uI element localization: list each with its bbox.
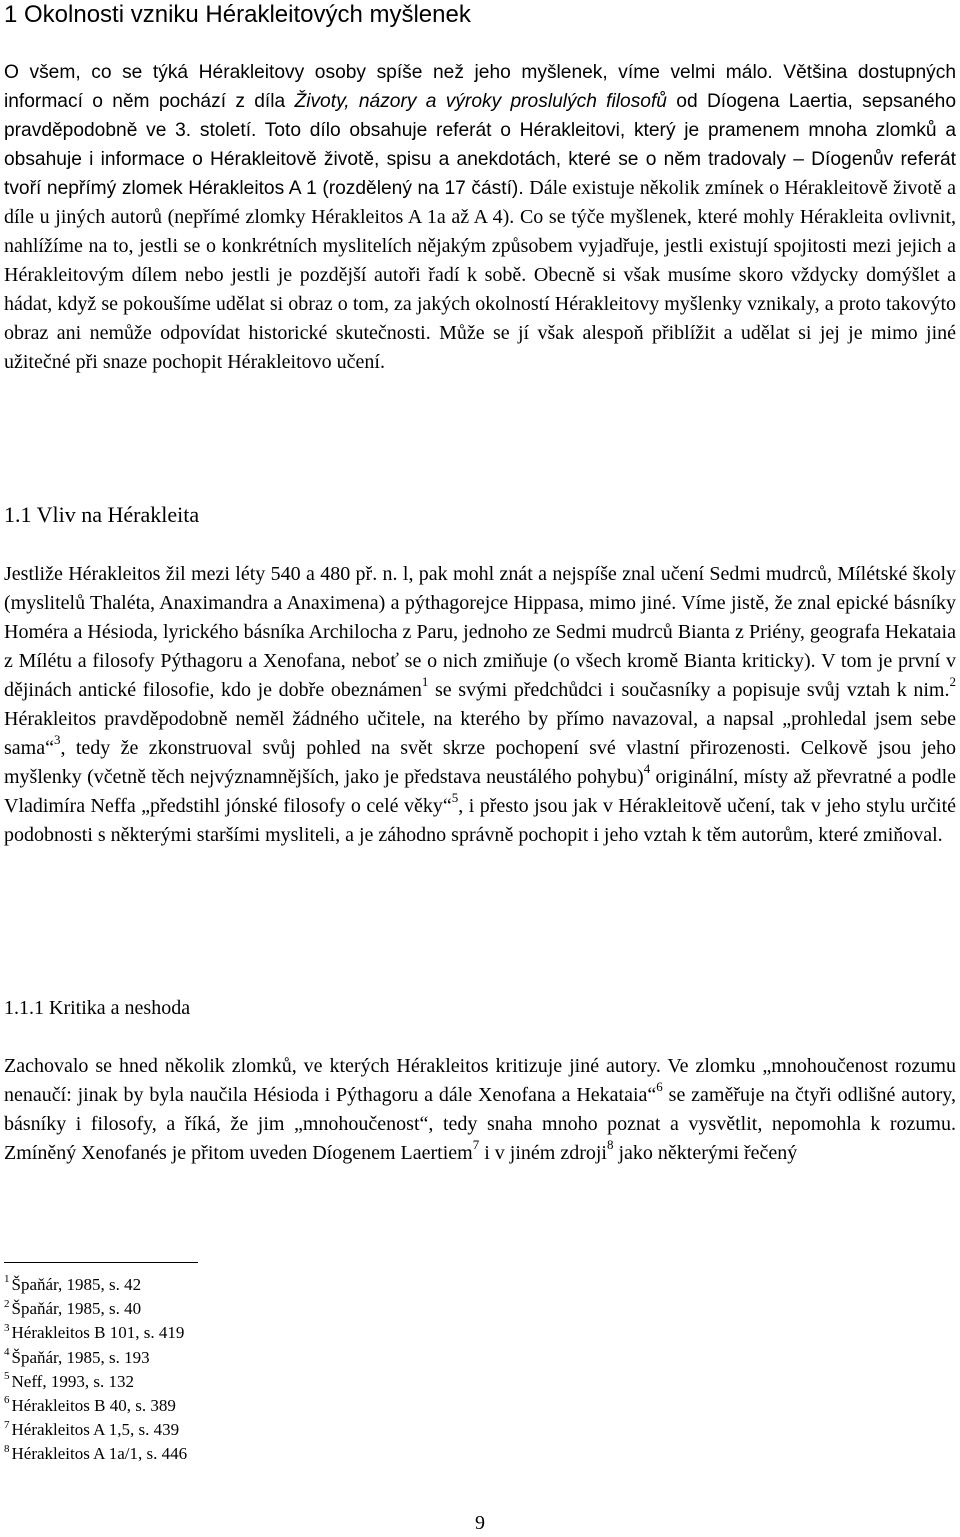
- paragraph-text: , tedy že zkonstruoval svůj pohled na svět skrze pochopení své vlastní přirozenosti. Celkově jsou jeho myšlenky (včetně těch nejvýznamnějších, jako je představa neustálého pohybu): [4, 737, 956, 788]
- paragraph-text: Co se týče myšlenek, které mohly Hérakleita ovlivnit, nahlížíme na to, jestli se o konkrétních myslitelích nějakým způsobem vyjadřuje, jestli existují spojitosti mezi jejich a Hérakleitovým dílem nebo jestli je pozdější autoři řadí k sobě. Obecně si však musíme skoro vždycky domýšlet a hádat, když se pokoušíme udělat si obraz o tom, za jakých okolností Hérakleitovy myšlenky vznikaly, a proto takovýto obraz ani nemůže odpovídat historické skutečnosti. Může se jí však alespoň přiblížit a udělat si jej je mimo jiné užitečné při snaze pochopit Hérakleitovo učení.: [4, 206, 956, 373]
- footnote-number: 8: [4, 1442, 10, 1455]
- paragraph-text: Zachovalo se hned několik zlomků, ve kterých Hérakleitos kritizuje jiné autory. Ve zlomku „mnohoučenost rozumu nenaučí: jinak by byla naučila Hésioda i Pýthagoru a dále Xenofana a Hekataia“: [4, 1055, 956, 1106]
- paragraph-text: originální, místy až převratné a podle Vladimíra Neffa „předstihl jónské filosofy o celé věky“: [4, 766, 957, 817]
- footnote-ref[interactable]: 4: [643, 761, 651, 777]
- footnote-text: Špaňár, 1985, s. 42: [11, 1275, 142, 1294]
- book-title: Životy, názory a výroky proslulých filosofů: [294, 91, 667, 112]
- footnote-text: Hérakleitos A 1,5, s. 439: [11, 1420, 180, 1440]
- footnote-ref[interactable]: 6: [656, 1079, 663, 1095]
- footnote-number: 5: [4, 1370, 10, 1383]
- footnote-number: 4: [4, 1345, 10, 1358]
- footnote-item: [4, 1297, 187, 1321]
- footnote-text: Špaňár, 1985, s. 193: [11, 1347, 150, 1367]
- page-number: 9: [475, 1512, 485, 1534]
- footnote-number: 2: [4, 1297, 10, 1310]
- paragraph-text: se svými předchůdci i současníky a popisuje svůj vztah k nim.: [428, 679, 950, 701]
- footnote-ref[interactable]: 2: [949, 674, 956, 690]
- footnote-text: Hérakleitos B 40, s. 389: [11, 1396, 176, 1416]
- paragraph-intro: [4, 58, 956, 377]
- paragraph-text: Hérakleitos pravděpodobně neměl žádného učitele, na kterého by přímo navazoval, a napsal „prohledal jsem sebe sama“: [4, 708, 956, 759]
- footnote-number: 7: [4, 1418, 10, 1431]
- footnote-item: [4, 1370, 187, 1394]
- footnote-text: Hérakleitos A 1a/1, s. 446: [11, 1444, 188, 1464]
- paragraph-text: se zaměřuje na čtyři odlišné autory, básníky i filosofy, a říká, že jim „mnohoučenost“, tedy snaha mnoho poznat a vysvětlit, nepomohla k rozumu. Zmíněný Xenofanés je přitom uveden Díogenem Laertiem: [4, 1084, 956, 1164]
- footnote-ref[interactable]: 5: [451, 790, 459, 806]
- section-heading: 1.1 Vliv na Hérakleita: [4, 502, 200, 527]
- footnotes-list: [4, 1273, 187, 1467]
- footnote-ref[interactable]: 3: [53, 732, 61, 748]
- footnote-ref[interactable]: 7: [472, 1137, 480, 1153]
- paragraph-text: O všem, co se týká Hérakleitovy osoby spíše než jeho myšlenek, víme velmi málo. Většina dostupných informací o něm pochází z díla: [4, 62, 956, 112]
- paragraph-text: Jestliže Hérakleitos žil mezi léty 540 a 480 př. n. l, pak mohl znát a nejspíše znal učení Sedmi mudrců, Mílétské školy (myslitelů Thaléta, Anaximandra a Anaximena) a pýthagorejce Hippasa, mimo jiné. Víme jistě, že znal epické básníky Homéra a Hésioda, lyrického básníka Archilocha z Paru, jednoho ze Sedmi mudrců Bianta z Priény, geografa Hekataia z Mílétu a filosofy Pýthagoru a Xenofana, neboť se o nich zmiňuje (o všech kromě Bianta kriticky). V tom je první v dějinách antické filosofie, kdo je dobře obeznámen: [4, 563, 956, 701]
- footnote-item: [4, 1394, 187, 1418]
- footnote-number: 6: [4, 1394, 10, 1407]
- footnote-text: Hérakleitos B 101, s. 419: [11, 1323, 185, 1343]
- subsection-heading: 1.1.1 Kritika a neshoda: [4, 997, 191, 1019]
- footnote-ref[interactable]: 1: [421, 674, 429, 690]
- footnote-item: [4, 1418, 187, 1442]
- paragraph-text: i v jiném zdroji: [479, 1142, 607, 1164]
- footnote-item: [4, 1442, 187, 1466]
- footnote-item: [4, 1346, 187, 1370]
- footnote-divider: [4, 1262, 198, 1263]
- footnote-number: 3: [4, 1321, 10, 1334]
- paragraph-text: , i přesto jsou jak v Hérakleitově učení, tak v jeho stylu určité podobnosti s některými staršími mysliteli, a je záhodno správně pochopit i jeho vztah k těm autorům, které zmiňoval.: [4, 795, 957, 846]
- footnote-text: Špaňár, 1985, s. 40: [11, 1299, 142, 1319]
- paragraph-text: jako některými řečený: [613, 1142, 798, 1164]
- footnote-number: 1: [4, 1273, 10, 1286]
- footnote-item: [4, 1321, 187, 1345]
- paragraph-text: Dále existuje několik zmínek o Hérakleitově životě a díle u jiných autorů (nepřímé zlomky Hérakleitos A 1a až A 4).: [4, 177, 957, 228]
- paragraph-text: od Díogena Laertia, sepsaného pravděpodobně ve 3. století. Toto dílo obsahuje referát o Hérakleitovi, který je pramenem mnoha zlomků a obsahuje i informace o Hérakleitově životě, spisu a anekdotách, které se o něm tradovaly – Díogenův referát tvoří nepřímý zlomek Hérakleitos A 1 (rozdělený na 17 částí).: [4, 91, 956, 199]
- paragraph-critique: [4, 1052, 956, 1168]
- paragraph-influence: [4, 560, 956, 850]
- chapter-heading: 1 Okolnosti vzniku Hérakleitových myšlenek: [4, 1, 471, 28]
- footnote-ref[interactable]: 8: [607, 1137, 614, 1153]
- footnote-item: [4, 1273, 187, 1297]
- footnote-text: Neff, 1993, s. 132: [11, 1371, 134, 1391]
